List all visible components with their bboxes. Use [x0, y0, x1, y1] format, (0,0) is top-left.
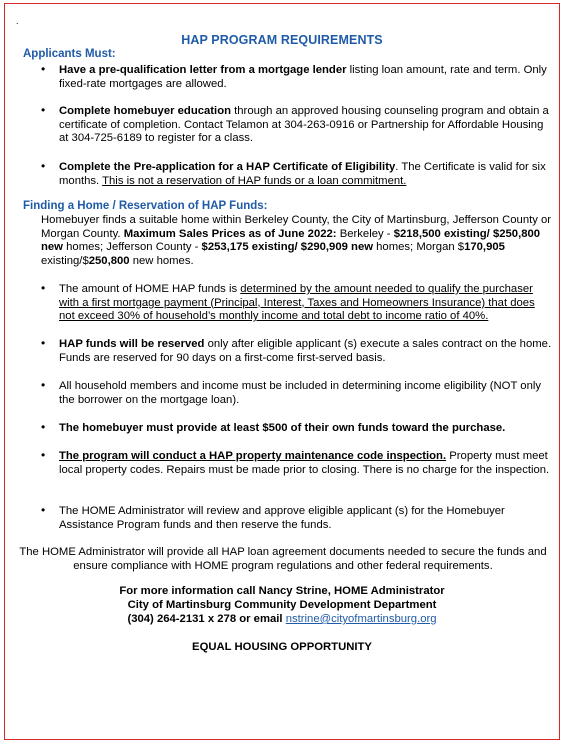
header-mark: .	[16, 16, 19, 26]
item-bold-text: Complete homebuyer education	[59, 105, 231, 117]
item-bold-text: Complete the Pre-application for a HAP Certificate of Eligibility	[59, 161, 396, 173]
item-text: only after eligible applicant (s) execute a sales contract on the home. Funds are reserved for 90 days on a first-come first-served basis.	[59, 338, 552, 364]
document-title: HAP PROGRAM REQUIREMENTS	[181, 33, 383, 47]
intro-text: new homes.	[129, 254, 194, 267]
bullet-icon: •	[41, 62, 46, 76]
item-text: through an approved housing counseling program and obtain a certificate of completion. Contact Telamon at 304-263-0916 or Partnership for Affordable Housing at 304-725-6189 to register for a class.	[59, 105, 549, 144]
bullet-icon: •	[41, 378, 46, 392]
intro-text: existing/$	[41, 254, 89, 267]
contact-line-2: City of Martinsburg Community Development Department	[127, 599, 437, 611]
jefferson-new-price: $290,909 new	[300, 241, 374, 253]
bullet-icon: •	[41, 336, 46, 350]
list-item	[41, 448, 553, 477]
item-bold-underlined-text: The program will conduct a HAP property maintenance code inspection.	[59, 450, 447, 462]
list-item	[41, 378, 553, 407]
berkeley-new-price: $250,800 new	[41, 227, 541, 253]
intro-text: homes; Jefferson County -	[62, 241, 202, 253]
bullet-icon: •	[41, 503, 46, 517]
item-bold-text: The homebuyer must provide at least $500 of their own funds toward the purchase.	[59, 422, 506, 434]
item-text: The HOME Administrator will review and approve eligible applicant (s) for the Homebuyer Assistance Program funds and then reserve the funds.	[59, 505, 505, 531]
bullet-icon: •	[41, 448, 46, 462]
berkeley-existing-price: $218,500 existing/	[393, 227, 490, 240]
item-text: . The Certificate is valid for six months.	[59, 161, 546, 187]
item-bold-text: Have a pre-qualification letter from a mortgage lender	[59, 64, 347, 76]
bullet-icon: •	[41, 103, 46, 117]
list-item	[41, 62, 553, 91]
item-text: listing loan amount, rate and term. Only fixed-rate mortgages are allowed.	[59, 64, 547, 90]
list-item	[41, 281, 553, 324]
jefferson-existing-price: $253,175 existing/	[201, 241, 298, 253]
item-text: All household members and income must be included in determining income eligibility (NOT only the borrower on the mortgage loan).	[59, 380, 542, 406]
finding-heading: Finding a Home / Reservation of HAP Funds:	[23, 200, 268, 212]
item-underlined-text: This is not a reservation of HAP funds or a loan commitment.	[102, 174, 407, 187]
item-text: The amount of HOME HAP funds is	[59, 283, 241, 295]
intro-text: Berkeley -	[336, 227, 394, 240]
item-underlined-text: determined by the amount needed to qualify the purchaser with a first mortgage payment (Principal, Interest, Taxes and Homeowners Insurance) that does not exceed 30% of household’s monthly income and total debt to income ratio of 40%.	[59, 283, 535, 322]
bullet-icon: •	[41, 281, 46, 295]
bullet-icon: •	[41, 420, 46, 434]
intro-text: homes; Morgan $	[373, 241, 465, 253]
contact-line-1: For more information call Nancy Strine, HOME Administrator	[119, 585, 445, 597]
item-bold-text: HAP funds will be reserved	[59, 338, 205, 350]
footer-equal-housing: EQUAL HOUSING OPPORTUNITY	[192, 641, 372, 653]
closing-statement: The HOME Administrator will provide all HAP loan agreement documents needed to secure the funds and ensure compliance with HOME program regulations and other federal requirements.	[19, 546, 547, 572]
applicants-heading: Applicants Must:	[23, 48, 116, 60]
contact-line-3	[5, 612, 559, 626]
email-link[interactable]: nstrine@cityofmartinsburg.org	[285, 613, 437, 625]
list-item	[41, 420, 553, 436]
list-item	[41, 336, 553, 365]
morgan-new-price: 250,800	[88, 254, 130, 267]
contact-phone-text: (304) 264-2131 x 278 or email	[127, 613, 286, 625]
item-text: Property must meet local property codes. Repairs must be made prior to closing. There is no charge for the inspection.	[59, 450, 550, 476]
list-item	[41, 103, 553, 146]
document-page	[4, 3, 560, 740]
list-item	[41, 159, 553, 188]
bullet-icon: •	[41, 159, 46, 173]
finding-intro	[41, 214, 553, 268]
list-item	[41, 503, 553, 532]
intro-text: Homebuyer finds a suitable home within Berkeley County, the City of Martinsburg, Jefferson County or Morgan County.	[41, 214, 552, 240]
morgan-existing-price: 170,905	[464, 241, 505, 253]
max-prices-label: Maximum Sales Prices as of June 2022:	[123, 227, 337, 240]
